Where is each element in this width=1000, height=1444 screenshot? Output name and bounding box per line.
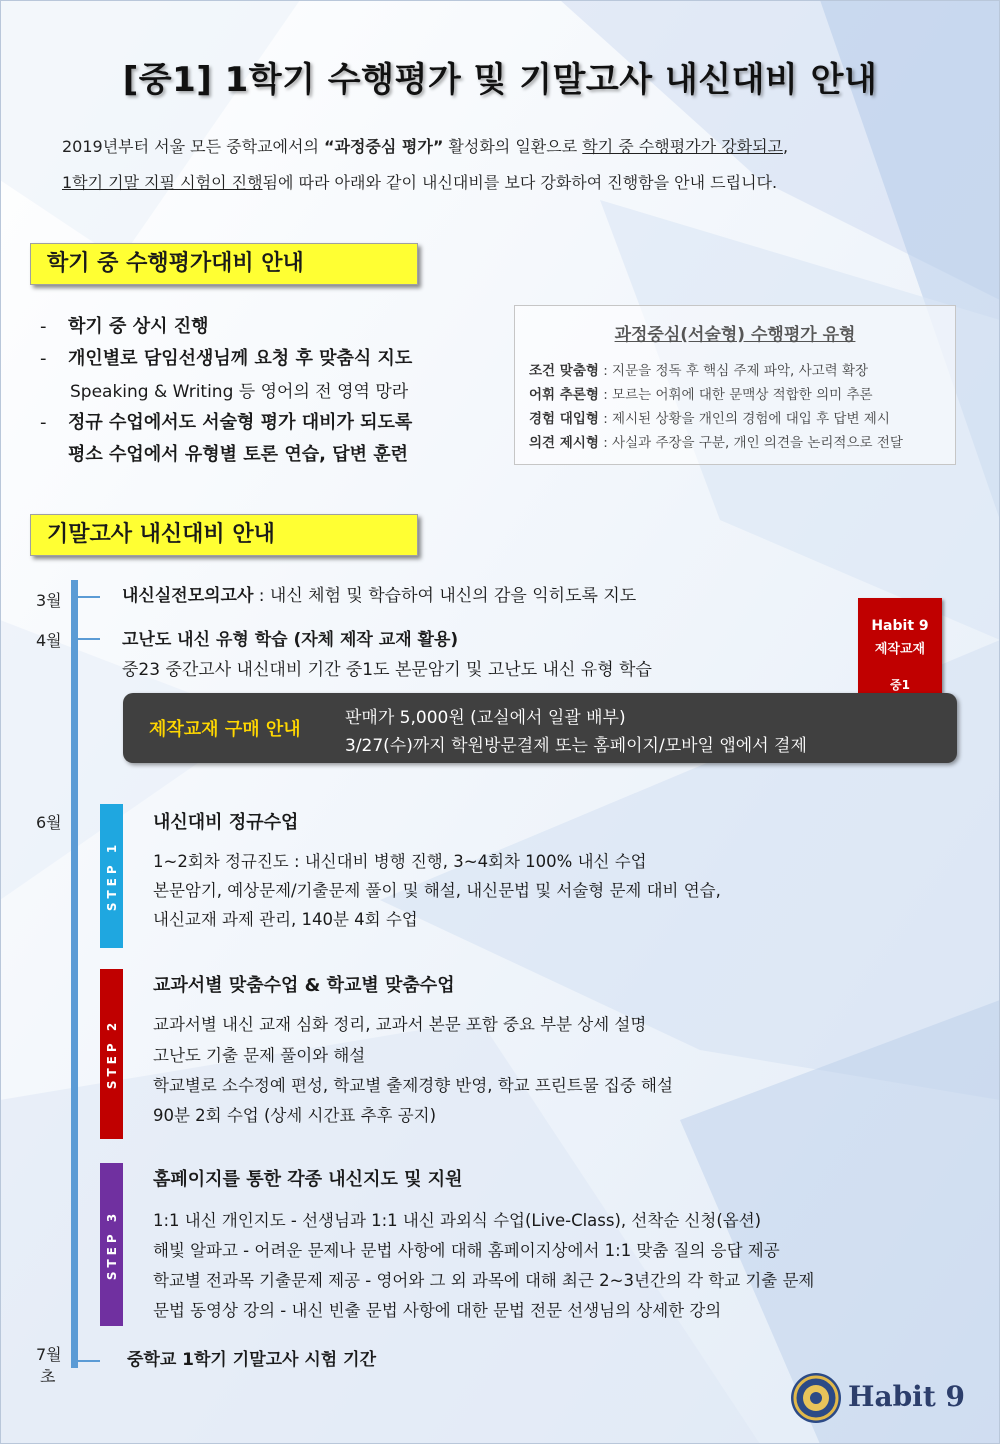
step2-line: 학교별로 소수정예 편성, 학교별 출제경향 반영, 학교 프린트물 집중 해설: [153, 1076, 673, 1095]
section-heading-performance: 학기 중 수행평가대비 안내: [30, 243, 418, 285]
badge-text: 제작교재: [874, 642, 926, 657]
step2-line: 교과서별 내신 교재 심화 정리, 교과서 본문 포함 중요 부분 상세 설명: [153, 1015, 647, 1034]
section-heading-final-exam: 기말고사 내신대비 안내: [30, 514, 418, 556]
intro-line-1: [62, 137, 942, 157]
step1-line: 본문암기, 예상문제/기출문제 풀이 및 해설, 내신문법 및 서술형 문제 대비 연습,: [153, 881, 721, 900]
step3-line: 학교별 전과목 기출문제 제공 - 영어와 그 외 과목에 대해 최근 2~3년간의 각 학교 기출 문제: [153, 1271, 815, 1290]
bullet-item: - 학기 중 상시 진행: [40, 316, 209, 337]
bullet-text: 정규 수업에서도 서술형 평가 대비가 되도록: [68, 412, 413, 433]
intro-text: 활성화의 일환으로: [443, 137, 583, 156]
bullet-item: - 정규 수업에서도 서술형 평가 대비가 되도록: [40, 412, 413, 433]
assessment-type-row: 조건 맞춤형 : 지문을 정독 후 핵심 주제 파악, 사고력 확장: [529, 363, 869, 379]
march-item: 내신실전모의고사 : 내신 체험 및 학습하여 내신의 감을 익히도록 지도: [122, 586, 637, 606]
step1-tag: STEP 1: [100, 804, 123, 948]
timeline-bar: [71, 580, 78, 1368]
intro-text: 됨에 따라 아래와 같이 내신대비를 보다 강화하여 진행함을 안내 드립니다.: [262, 173, 778, 192]
purchase-deadline: 3/27(수)까지 학원방문결제 또는 홈페이지/모바일 앱에서 결제: [345, 736, 807, 756]
step1-line: 1~2회차 정규진도 : 내신대비 병행 진행, 3~4회차 100% 내신 수업: [153, 852, 647, 871]
step3-title: 홈페이지를 통한 각종 내신지도 및 지원: [153, 1169, 463, 1190]
month-label: 4월: [36, 631, 62, 650]
badge-text: 중1: [890, 678, 910, 692]
assessment-type-row: 의견 제시형 : 사실과 주장을 구분, 개인 의견을 논리적으로 전달: [529, 435, 903, 451]
month-label: 6월: [36, 813, 62, 832]
step3-line: 해빛 알파고 - 어려운 문제나 문법 사항에 대해 홈페이지상에서 1:1 맞춤 질의 응답 제공: [153, 1241, 780, 1260]
month-label: 초: [40, 1367, 56, 1386]
badge-text: Habit 9: [871, 618, 929, 634]
intro-underlined-text: 1학기 기말 지필 시험이 진행: [62, 173, 263, 192]
bullet-text: 학기 중 상시 진행: [68, 316, 209, 337]
habit9-logo-text: Habit 9: [848, 1380, 965, 1413]
intro-text: 2019년부터 서울 모든 중학교에서의: [62, 137, 324, 156]
page-title: [중1] 1학기 수행평가 및 기말고사 내신대비 안내: [122, 60, 878, 100]
month-label: 3월: [36, 591, 62, 610]
step2-line: 90분 2회 수업 (상세 시간표 추후 공지): [153, 1106, 437, 1125]
habit9-textbook-badge: [858, 598, 942, 704]
purchase-price: 판매가 5,000원 (교실에서 일괄 배부): [345, 708, 626, 728]
intro-line-2: [62, 173, 942, 193]
timeline-tick: [78, 1360, 100, 1362]
april-title: 고난도 내신 유형 학습 (자체 제작 교재 활용): [122, 630, 459, 650]
final-exam-period: 중학교 1학기 기말고사 시험 기간: [127, 1350, 376, 1370]
step3-tag: STEP 3: [100, 1163, 123, 1326]
step2-line: 고난도 기출 문제 풀이와 해설: [153, 1046, 366, 1065]
step2-tag: STEP 2: [100, 969, 123, 1139]
assessment-type-row: 경험 대입형 : 제시된 상황을 개인의 경험에 대입 후 답변 제시: [529, 411, 890, 427]
step3-line: 1:1 내신 개인지도 - 선생님과 1:1 내신 과외식 수업(Live-Class), 선착순 신청(옵션): [153, 1211, 762, 1230]
purchase-label: 제작교재 구매 안내: [149, 719, 301, 740]
step1-title: 내신대비 정규수업: [153, 812, 299, 833]
bullet-text: 개인별로 담임선생님께 요청 후 맞춤식 지도: [68, 348, 413, 369]
timeline-tick: [78, 638, 100, 640]
intro-text: ,: [782, 137, 789, 156]
assessment-type-row: 어휘 추론형 : 모르는 어휘에 대한 문맥상 적합한 의미 추론: [529, 387, 873, 403]
april-desc: 중23 중간고사 내신대비 기간 중1도 본문암기 및 고난도 내신 유형 학습: [122, 660, 652, 680]
timeline-tick: [78, 596, 100, 598]
step2-title: 교과서별 맞춤수업 & 학교별 맞춤수업: [153, 975, 455, 996]
intro-underlined-text: 학기 중 수행평가가 강화되고: [582, 137, 783, 156]
step3-line: 문법 동영상 강의 - 내신 빈출 문법 사항에 대한 문법 전문 선생님의 상세한 강의: [153, 1301, 722, 1320]
assessment-type-heading: 과정중심(서술형) 수행평가 유형: [614, 325, 856, 345]
bullet-item: - 개인별로 담임선생님께 요청 후 맞춤식 지도: [40, 348, 413, 369]
step1-line: 내신교재 과제 관리, 140분 4회 수업: [153, 910, 418, 929]
bullet-continuation: Speaking & Writing 등 영어의 전 영역 망라: [70, 382, 409, 402]
intro-bold-text: “과정중심 평가”: [324, 137, 444, 156]
assessment-type-box: [514, 305, 956, 465]
bullet-continuation: 평소 수업에서 유형별 토론 연습, 답변 훈련: [68, 444, 409, 465]
month-label: 7월: [36, 1345, 62, 1364]
purchase-info-box: [123, 693, 957, 763]
